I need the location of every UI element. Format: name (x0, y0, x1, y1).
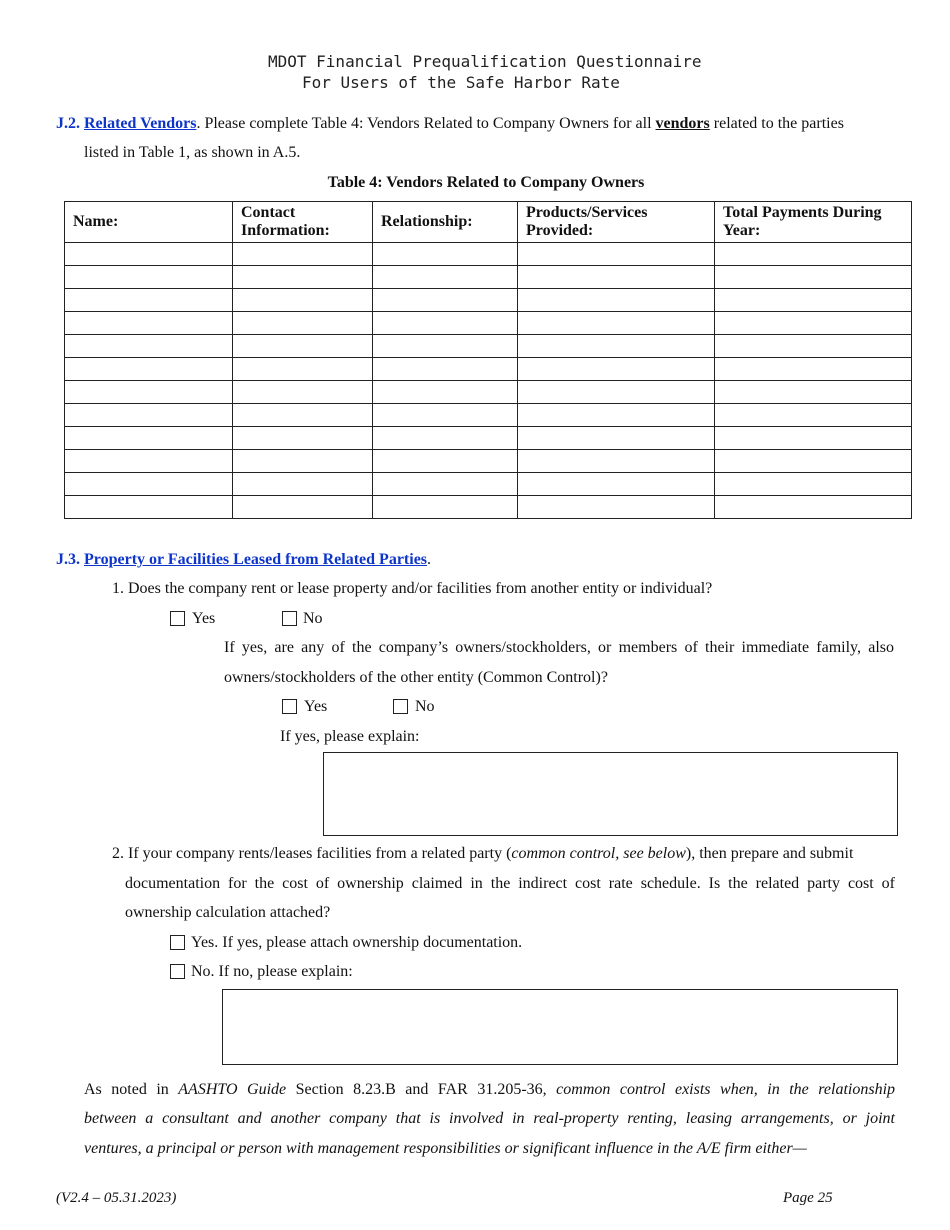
table-cell[interactable] (233, 450, 373, 473)
table-cell[interactable] (715, 335, 912, 358)
col-header-payments: Total Payments During Year: (715, 202, 912, 243)
table-cell[interactable] (715, 427, 912, 450)
table-cell[interactable] (373, 335, 518, 358)
table-row (65, 496, 912, 519)
table-cell[interactable] (65, 266, 233, 289)
table-cell[interactable] (715, 496, 912, 519)
table-cell[interactable] (715, 289, 912, 312)
table-cell[interactable] (233, 289, 373, 312)
footer-page-number: Page 25 (783, 1190, 833, 1206)
table-cell[interactable] (518, 358, 715, 381)
vendors-table (64, 201, 912, 519)
j3-number: J.3. (56, 551, 80, 568)
table-cell[interactable] (715, 243, 912, 266)
table-row (65, 381, 912, 404)
header-title: MDOT Financial Prequalification Questionnaire (268, 52, 702, 71)
q1-followup-line2: owners/stockholders of the other entity (Common Control)? (224, 669, 608, 686)
table-cell[interactable] (518, 289, 715, 312)
q2-no-checkbox[interactable] (170, 964, 185, 979)
table-cell[interactable] (65, 358, 233, 381)
table-cell[interactable] (373, 473, 518, 496)
j2-bold-word: vendors (655, 115, 710, 132)
q1-yes-label: Yes (192, 610, 216, 627)
table-row (65, 404, 912, 427)
table-cell[interactable] (373, 496, 518, 519)
table-cell[interactable] (233, 381, 373, 404)
j2-text-after: related to the parties (709, 115, 844, 132)
table-cell[interactable] (518, 335, 715, 358)
q1-text: 1. Does the company rent or lease property and/or facilities from another entity or individual? (112, 580, 713, 597)
q1-followup-no-checkbox[interactable] (393, 699, 408, 714)
table-cell[interactable] (65, 427, 233, 450)
table-cell[interactable] (373, 450, 518, 473)
table-cell[interactable] (373, 404, 518, 427)
j3-title-suffix: . (427, 551, 432, 568)
table-row (65, 266, 912, 289)
q1-followup-no-label: No (415, 698, 435, 715)
col-header-contact: Contact Information: (233, 202, 373, 243)
table-cell[interactable] (233, 473, 373, 496)
table-cell[interactable] (233, 358, 373, 381)
table-cell[interactable] (373, 358, 518, 381)
table-cell[interactable] (518, 381, 715, 404)
table-row (65, 427, 912, 450)
q2-line3: ownership calculation attached? (125, 904, 331, 921)
q1-no-checkbox[interactable] (282, 611, 297, 626)
table-cell[interactable] (233, 427, 373, 450)
table-row (65, 358, 912, 381)
table-row (65, 312, 912, 335)
footer-version: (V2.4 – 05.31.2023) (56, 1190, 177, 1206)
table-cell[interactable] (518, 243, 715, 266)
note-line3: ventures, a principal or person with management responsibilities or significant influence in the A/E firm either— (84, 1140, 807, 1157)
table-cell[interactable] (373, 427, 518, 450)
table-cell[interactable] (233, 243, 373, 266)
table-cell[interactable] (518, 427, 715, 450)
j2-title-link[interactable]: Related Vendors (84, 115, 197, 132)
q1-followup-yes-checkbox[interactable] (282, 699, 297, 714)
table-cell[interactable] (373, 243, 518, 266)
q2-no-label: No. If no, please explain: (191, 963, 353, 980)
q1-followup-line1: If yes, are any of the company’s owners/stockholders, or members of their immediate family, also (224, 639, 894, 656)
table-cell[interactable] (715, 312, 912, 335)
table-cell[interactable] (373, 381, 518, 404)
note-line2: between a consultant and another company that is involved in real-property renting, leasing arrangements, or joint (84, 1110, 895, 1127)
header-subtitle: For Users of the Safe Harbor Rate (302, 73, 620, 92)
j2-text-before: . Please complete Table 4: Vendors Related to Company Owners for all (196, 115, 656, 132)
table-cell[interactable] (233, 496, 373, 519)
table-cell[interactable] (715, 381, 912, 404)
table-cell[interactable] (518, 266, 715, 289)
table-cell[interactable] (65, 243, 233, 266)
table-cell[interactable] (65, 312, 233, 335)
table-cell[interactable] (518, 450, 715, 473)
q2-yes-checkbox[interactable] (170, 935, 185, 950)
table-cell[interactable] (715, 450, 912, 473)
table-cell[interactable] (65, 289, 233, 312)
table-row (65, 473, 912, 496)
q1-yes-checkbox[interactable] (170, 611, 185, 626)
table-cell[interactable] (65, 496, 233, 519)
table-cell[interactable] (65, 473, 233, 496)
note-line1: As noted in AASHTO Guide Section 8.23.B and FAR 31.205-36, common control exists when, in the relationship (84, 1081, 896, 1098)
table-cell[interactable] (233, 266, 373, 289)
table-cell[interactable] (65, 381, 233, 404)
q2-explain-field[interactable] (222, 989, 898, 1065)
col-header-products: Products/Services Provided: (518, 202, 715, 243)
table-row (65, 243, 912, 266)
table-cell[interactable] (518, 473, 715, 496)
table-cell[interactable] (233, 312, 373, 335)
table-row (65, 289, 912, 312)
table-cell[interactable] (715, 266, 912, 289)
table4-caption: Table 4: Vendors Related to Company Owners (327, 174, 645, 191)
table-cell[interactable] (518, 404, 715, 427)
j3-heading (56, 550, 431, 570)
j2-line2: listed in Table 1, as shown in A.5. (84, 144, 301, 161)
table-cell[interactable] (373, 289, 518, 312)
table-cell[interactable] (65, 335, 233, 358)
table-header-row (65, 202, 912, 243)
q1-explain-field[interactable] (323, 752, 898, 836)
table-row (65, 450, 912, 473)
table-row (65, 335, 912, 358)
table-cell[interactable] (233, 404, 373, 427)
table-cell[interactable] (65, 450, 233, 473)
j2-paragraph (56, 114, 844, 134)
table-cell[interactable] (715, 473, 912, 496)
table-cell[interactable] (373, 312, 518, 335)
q2-line1: 2. If your company rents/leases facilities from a related party (common control, see below), then prepare and submit (112, 845, 854, 862)
col-header-relationship: Relationship: (373, 202, 518, 243)
table-cell[interactable] (715, 358, 912, 381)
q1-no-label: No (303, 610, 323, 627)
table-cell[interactable] (373, 266, 518, 289)
table-cell[interactable] (65, 404, 233, 427)
j2-number: J.2. (56, 115, 80, 132)
table-cell[interactable] (233, 335, 373, 358)
table-cell[interactable] (518, 496, 715, 519)
q1-explain-label: If yes, please explain: (280, 728, 420, 745)
j3-title-link[interactable]: Property or Facilities Leased from Related Parties (84, 551, 428, 568)
q1-followup-yes-label: Yes (304, 698, 328, 715)
col-header-name: Name: (65, 202, 233, 243)
table-cell[interactable] (518, 312, 715, 335)
q2-line2: documentation for the cost of ownership claimed in the indirect cost rate schedule. Is the related party cost of (125, 875, 895, 892)
table-cell[interactable] (715, 404, 912, 427)
q2-yes-label: Yes. If yes, please attach ownership documentation. (191, 934, 523, 951)
